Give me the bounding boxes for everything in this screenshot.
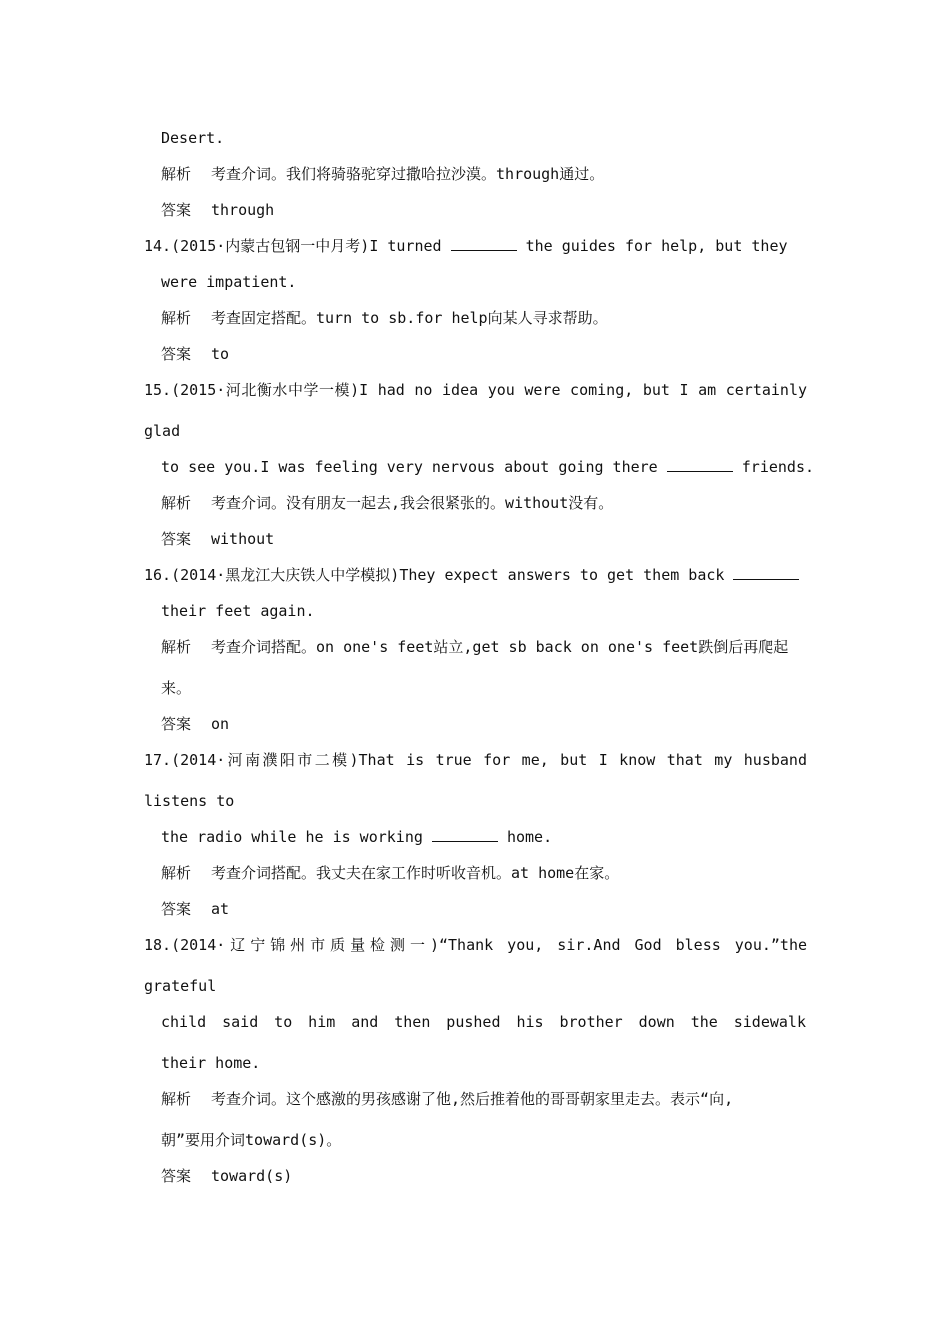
q15-stem-c: to see you.I was feeling very nervous about going there	[161, 458, 667, 476]
answer-label: 答案	[161, 715, 192, 733]
q15-number: 15.	[144, 381, 172, 399]
q14-stem-b: the guides for help, but they	[516, 237, 788, 255]
q15-stem-wrap: glad	[144, 422, 181, 440]
q17-stem-a: That is true for me, but I know that my husband	[358, 751, 807, 769]
q14-stem-cont: were impatient.	[161, 273, 297, 291]
q17-stem-cont	[161, 827, 552, 847]
q16-answer	[161, 714, 229, 734]
q17-stem-wrap: listens to	[144, 792, 235, 810]
q16-source: (2014·黑龙江大庆铁人中学模拟)	[171, 566, 400, 584]
q15-stem-a: I had no idea you were coming, but I am certainly	[359, 381, 808, 399]
q17-answer	[161, 899, 229, 919]
q13-analysis-text: 考查介词。我们将骑骆驼穿过撒哈拉沙漠。through通过。	[211, 165, 605, 183]
q18-analysis	[161, 1089, 733, 1109]
q14-stem	[144, 236, 788, 256]
q16-analysis-text: 考查介词搭配。on one's feet站立,get sb back on one's feet跌倒后再爬起	[211, 638, 789, 656]
answer-label: 答案	[161, 900, 192, 918]
analysis-label: 解析	[161, 638, 192, 656]
q15-analysis	[161, 493, 613, 513]
answer-blank	[451, 236, 517, 251]
q13-answer-text: through	[211, 201, 275, 219]
q18-analysis-cont: 朝”要用介词toward(s)。	[161, 1131, 342, 1149]
answer-blank	[733, 565, 799, 580]
q18-stem-cont: child said to him and then pushed his brother down the sidewalk	[161, 1013, 806, 1031]
q16-analysis-cont: 来。	[161, 679, 192, 697]
q16-analysis	[161, 637, 788, 657]
q17-analysis	[161, 863, 619, 883]
q17-number: 17.	[144, 751, 172, 769]
answer-label: 答案	[161, 345, 192, 363]
analysis-label: 解析	[161, 864, 192, 882]
q17-source: (2014·河南濮阳市二模)	[171, 751, 359, 769]
q14-answer-text: to	[211, 345, 230, 363]
q15-answer-text: without	[211, 530, 275, 548]
q13-continuation: Desert.	[161, 129, 225, 147]
q18-stem-a: “Thank you, sir.And God bless you.”the	[438, 936, 808, 954]
q14-analysis	[161, 308, 608, 328]
q18-source: (2014·辽宁锦州市质量检测一)	[171, 936, 439, 954]
answer-label: 答案	[161, 530, 192, 548]
analysis-label: 解析	[161, 165, 192, 183]
q17-stem-c: the radio while he is working	[161, 828, 432, 846]
analysis-label: 解析	[161, 494, 192, 512]
q14-stem-a: I turned	[369, 237, 451, 255]
q15-source: (2015·河北衡水中学一模)	[171, 381, 360, 399]
q18-number: 18.	[144, 936, 172, 954]
q15-analysis-text: 考查介词。没有朋友一起去,我会很紧张的。without没有。	[211, 494, 614, 512]
answer-blank	[667, 457, 733, 472]
q18-answer	[161, 1166, 292, 1186]
q16-stem	[144, 565, 799, 585]
q18-stem	[144, 935, 807, 955]
q16-stem-a: They expect answers to get them back	[399, 566, 734, 584]
analysis-label: 解析	[161, 309, 192, 327]
q18-stem-wrap: grateful	[144, 977, 217, 995]
q13-answer	[161, 200, 274, 220]
q14-answer	[161, 344, 229, 364]
q14-analysis-text: 考查固定搭配。turn to sb.for help向某人寻求帮助。	[211, 309, 608, 327]
analysis-label: 解析	[161, 1090, 192, 1108]
q17-answer-text: at	[211, 900, 230, 918]
q17-stem-d: home.	[497, 828, 553, 846]
q13-analysis	[161, 164, 604, 184]
q15-stem	[144, 380, 807, 400]
answer-label: 答案	[161, 1167, 192, 1185]
answer-label: 答案	[161, 201, 192, 219]
answer-blank	[432, 827, 498, 842]
q18-stem-end: their home.	[161, 1054, 261, 1072]
q18-analysis-text: 考查介词。这个感激的男孩感谢了他,然后推着他的哥哥朝家里走去。表示“向,	[211, 1090, 734, 1108]
q15-stem-d: friends.	[732, 458, 815, 476]
q16-stem-cont: their feet again.	[161, 602, 315, 620]
q15-answer	[161, 529, 274, 549]
q18-answer-text: toward(s)	[211, 1167, 293, 1185]
q14-number: 14.	[144, 237, 172, 255]
q16-answer-text: on	[211, 715, 230, 733]
q17-stem	[144, 750, 807, 770]
q14-source: (2015·内蒙古包钢一中月考)	[171, 237, 370, 255]
q15-stem-cont	[161, 457, 814, 477]
q16-number: 16.	[144, 566, 172, 584]
q17-analysis-text: 考查介词搭配。我丈夫在家工作时听收音机。at home在家。	[211, 864, 620, 882]
